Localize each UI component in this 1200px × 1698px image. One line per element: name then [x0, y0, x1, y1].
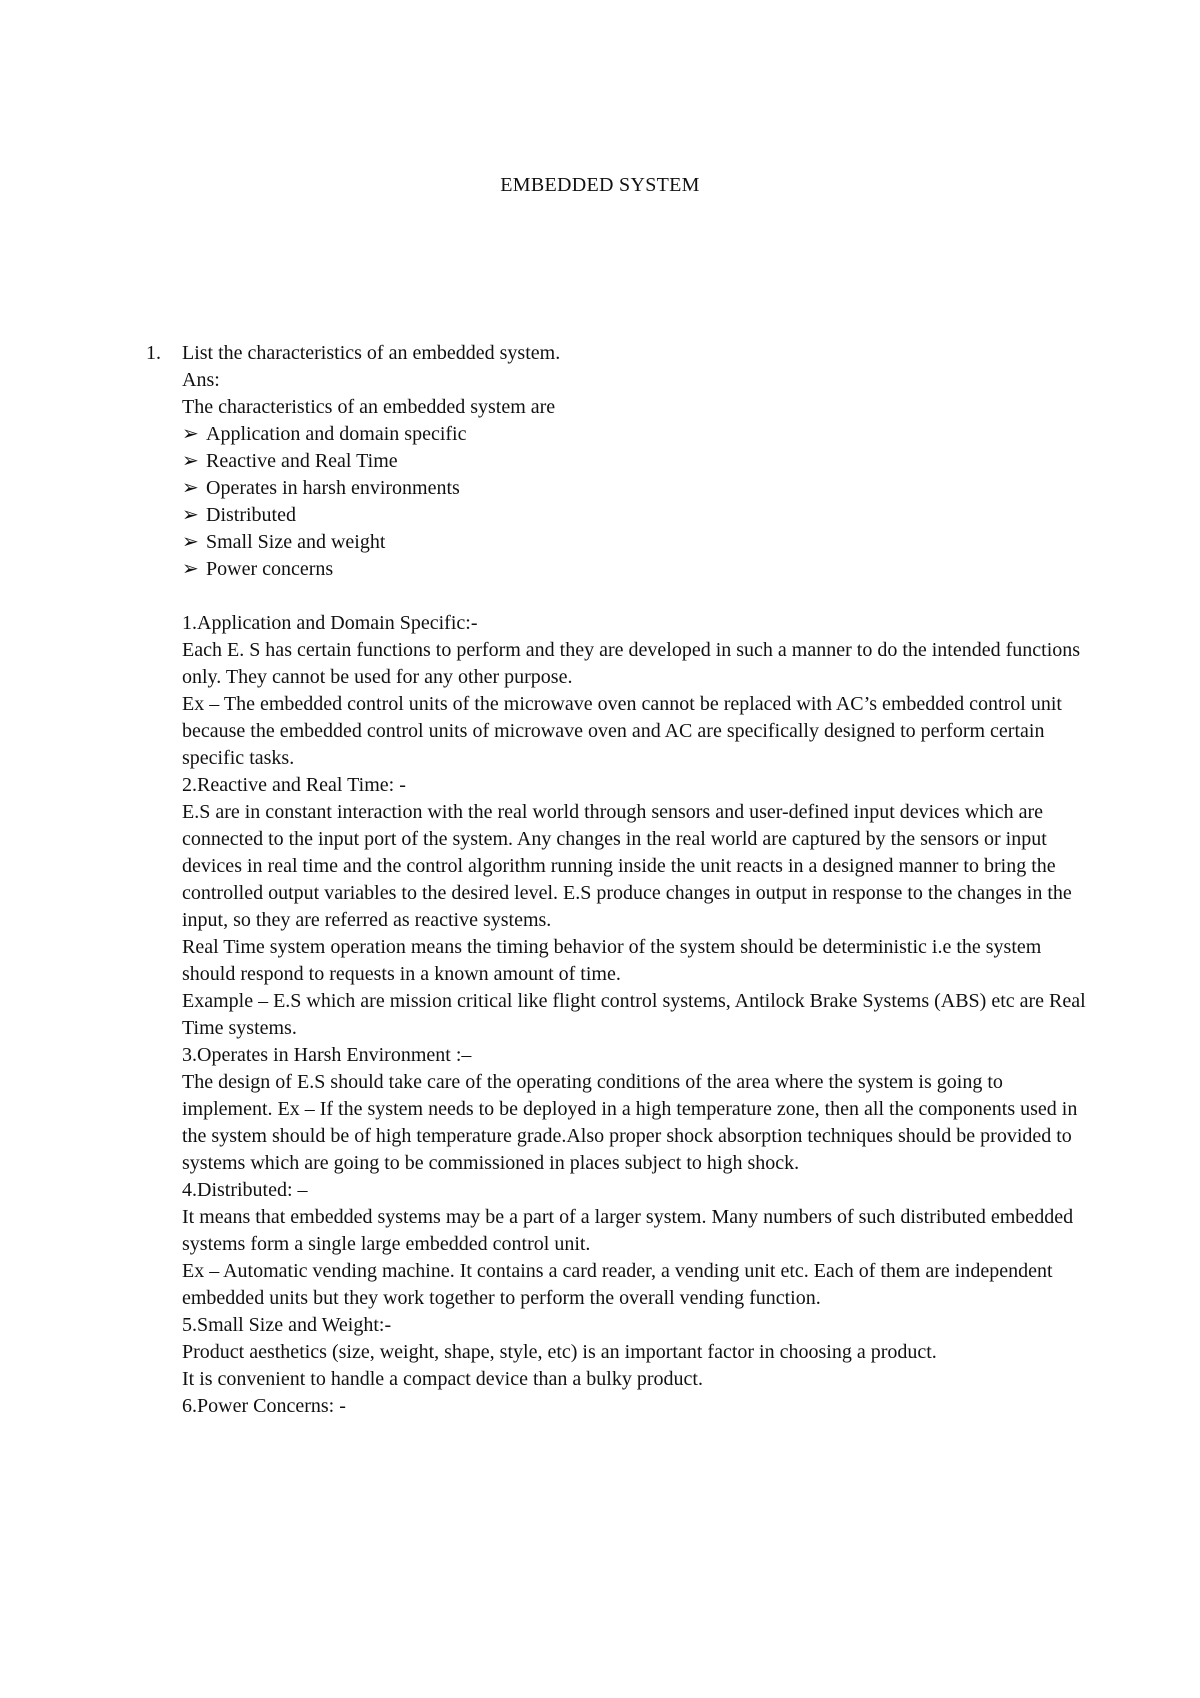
- list-item: [182, 448, 1086, 475]
- arrow-bullet-icon: ➢: [182, 450, 199, 472]
- section-paragraph: Real Time system operation means the timing behavior of the system should be deterministic i.e the system should respond to requests in a known amount of time.: [182, 936, 1042, 985]
- section-paragraph: Each E. S has certain functions to perform and they are developed in such a manner to do the intended functions only. They cannot be used for any other purpose.: [182, 639, 1081, 688]
- list-item-text: Distributed: [206, 504, 296, 526]
- document-title: EMBEDDED SYSTEM: [500, 174, 700, 196]
- section-heading-harsh-environment: 3.Operates in Harsh Environment :–: [182, 1044, 472, 1066]
- section-paragraph: It is convenient to handle a compact device than a bulky product.: [182, 1368, 703, 1390]
- arrow-bullet-icon: ➢: [182, 423, 199, 445]
- section-heading-power: 6.Power Concerns: -: [182, 1395, 346, 1417]
- list-item-text: Reactive and Real Time: [206, 450, 398, 472]
- arrow-bullet-icon: ➢: [182, 558, 199, 580]
- list-item-text: Small Size and weight: [206, 531, 386, 553]
- arrow-bullet-icon: ➢: [182, 477, 199, 499]
- section-paragraph: Product aesthetics (size, weight, shape, style, etc) is an important factor in choosing a product.: [182, 1341, 937, 1363]
- list-item: [182, 529, 1086, 556]
- list-item: [182, 556, 1086, 583]
- section-paragraph: E.S are in constant interaction with the real world through sensors and user-defined input devices which are connected to the input port of the system. Any changes in the real world are captured by the sensors or input devices in real time and the control algorithm running inside the unit reacts in a designed manner to bring the controlled output variables to the desired level. E.S produce changes in output in response to the changes in the input, so they are referred as reactive systems.: [182, 801, 1072, 931]
- section-heading-reactive: 2.Reactive and Real Time: -: [182, 774, 406, 796]
- list-item: [182, 475, 1086, 502]
- question-text: List the characteristics of an embedded system.: [182, 342, 561, 364]
- arrow-bullet-icon: ➢: [182, 504, 199, 526]
- section-paragraph: The design of E.S should take care of the operating conditions of the area where the system is going to implement. Ex – If the system needs to be deployed in a high temperature zone, then all the components used in the system should be of high temperature grade.Also proper shock absorption techniques should be provided to systems which are going to be commissioned in places subject to high shock.: [182, 1071, 1078, 1174]
- list-item-text: Application and domain specific: [206, 423, 467, 445]
- section-paragraph: Ex – Automatic vending machine. It contains a card reader, a vending unit etc. Each of them are independent embedded units but they work together to perform the overall vending function.: [182, 1260, 1053, 1309]
- list-item-text: Power concerns: [206, 558, 334, 580]
- answer-intro: The characteristics of an embedded system are: [182, 396, 556, 418]
- section-paragraph: Ex – The embedded control units of the microwave oven cannot be replaced with AC’s embedded control unit because the embedded control units of microwave oven and AC are specifically designed to perform certain specific tasks.: [182, 693, 1062, 769]
- blank-line: [182, 583, 1086, 610]
- answer-label: Ans:: [182, 369, 220, 391]
- section-heading-size-weight: 5.Small Size and Weight:-: [182, 1314, 392, 1336]
- section-paragraph: Example – E.S which are mission critical like flight control systems, Antilock Brake Systems (ABS) etc are Real Time systems.: [182, 990, 1086, 1039]
- section-paragraph: It means that embedded systems may be a part of a larger system. Many numbers of such distributed embedded systems form a single large embedded control unit.: [182, 1206, 1074, 1255]
- characteristics-list: [182, 421, 1086, 583]
- list-item: [182, 421, 1086, 448]
- section-heading-application: 1.Application and Domain Specific:-: [182, 612, 478, 634]
- section-heading-distributed: 4.Distributed: –: [182, 1179, 308, 1201]
- list-item-text: Operates in harsh environments: [206, 477, 460, 499]
- question-body: [182, 340, 1086, 1420]
- question-number: 1.: [146, 342, 161, 364]
- arrow-bullet-icon: ➢: [182, 531, 199, 553]
- list-item: [182, 502, 1086, 529]
